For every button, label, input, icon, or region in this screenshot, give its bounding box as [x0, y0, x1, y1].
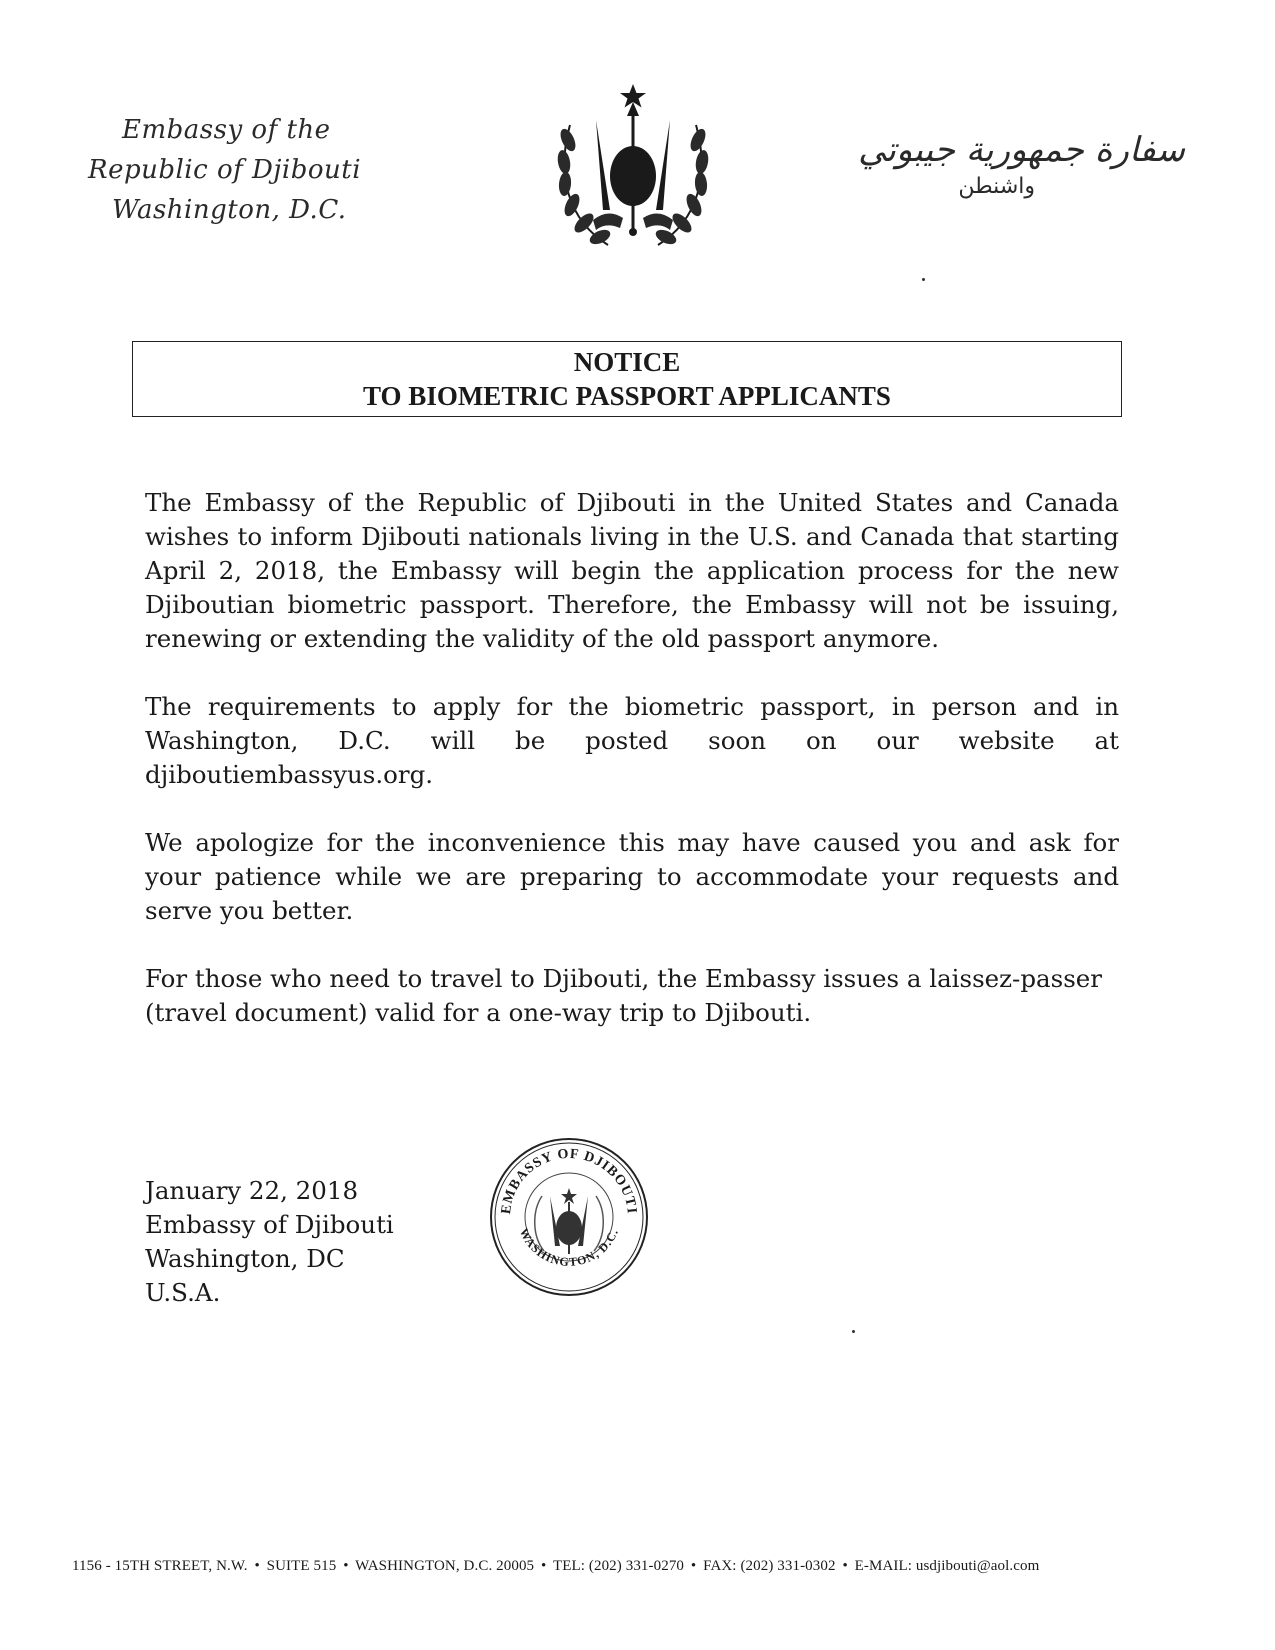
embassy-seal-icon — [488, 1136, 650, 1298]
notice-heading-box — [132, 341, 1122, 417]
stamp-bottom-text: WASHINGTON, D.C. — [516, 1225, 622, 1270]
notice-title: NOTICE — [573, 347, 681, 377]
paragraph-4: For those who need to travel to Djibouti, the Embassy issues a laissez-passer (travel document) valid for a one-way trip to Djibouti. — [145, 964, 1102, 1027]
paragraph-2: The requirements to apply for the biometric passport, in person and in Washington, D.C. will be posted soon on our website at djiboutiembassyus.org. — [145, 692, 1119, 789]
letterhead-line-2: Republic of Djibouti — [88, 155, 362, 185]
notice-subtitle: TO BIOMETRIC PASSPORT APPLICANTS — [363, 381, 891, 411]
paragraph-3: We apologize for the inconvenience this may have caused you and ask for your patience while we are preparing to accommodate your requests and serve you better. — [145, 828, 1119, 925]
footer-fax: (202) 331-0302 — [740, 1558, 836, 1574]
notice-body — [145, 486, 1119, 1064]
stamp-top-text: EMBASSY OF DJIBOUTI — [498, 1146, 639, 1215]
letterhead-arabic-line-2: واشنطن — [958, 174, 1035, 199]
footer-email-label: E-MAIL: — [854, 1558, 913, 1574]
notice-date: January 22, 2018 — [145, 1176, 359, 1205]
footer-separator: • — [254, 1558, 260, 1574]
letterhead-arabic — [855, 128, 1185, 202]
signature-line-2: Embassy of Djibouti — [145, 1210, 394, 1239]
scan-speck — [852, 1330, 855, 1333]
footer-separator: • — [842, 1558, 848, 1574]
letterhead-line-1: Embassy of the — [122, 115, 331, 145]
letterhead-embassy-name — [88, 110, 468, 230]
djibouti-coat-of-arms-icon — [548, 80, 718, 258]
footer-separator: • — [343, 1558, 349, 1574]
footer-tel-label: TEL: — [552, 1558, 586, 1574]
letterhead-line-3: Washington, D.C. — [112, 195, 347, 225]
signature-line-4: U.S.A. — [145, 1278, 221, 1307]
footer-city: WASHINGTON, D.C. 20005 — [355, 1558, 535, 1574]
letterhead-arabic-line-1: سفارة جمهورية جيبوتي — [858, 130, 1185, 170]
footer-tel: (202) 331-0270 — [588, 1558, 685, 1574]
scan-speck — [922, 278, 925, 281]
signature-block — [145, 1174, 394, 1310]
signature-line-3: Washington, DC — [145, 1244, 345, 1273]
footer-email: usdjibouti@aol.com — [915, 1558, 1040, 1574]
footer-fax-label: FAX: — [703, 1558, 737, 1574]
footer-separator: • — [541, 1558, 547, 1574]
footer-address: 1156 - 15TH STREET, N.W. — [72, 1558, 248, 1574]
paragraph-1: The Embassy of the Republic of Djibouti in the United States and Canada wishes to inform Djibouti nationals living in the U.S. and Canada that starting April 2, 2018, the Embassy will begin the application process for the new Djiboutian biometric passport. Therefore, the Embassy will not be issuing, renewing or extending the validity of the old passport anymore. — [145, 488, 1119, 653]
footer-suite: SUITE 515 — [266, 1558, 337, 1574]
footer-separator: • — [690, 1558, 697, 1574]
footer-contact — [72, 1556, 1182, 1576]
